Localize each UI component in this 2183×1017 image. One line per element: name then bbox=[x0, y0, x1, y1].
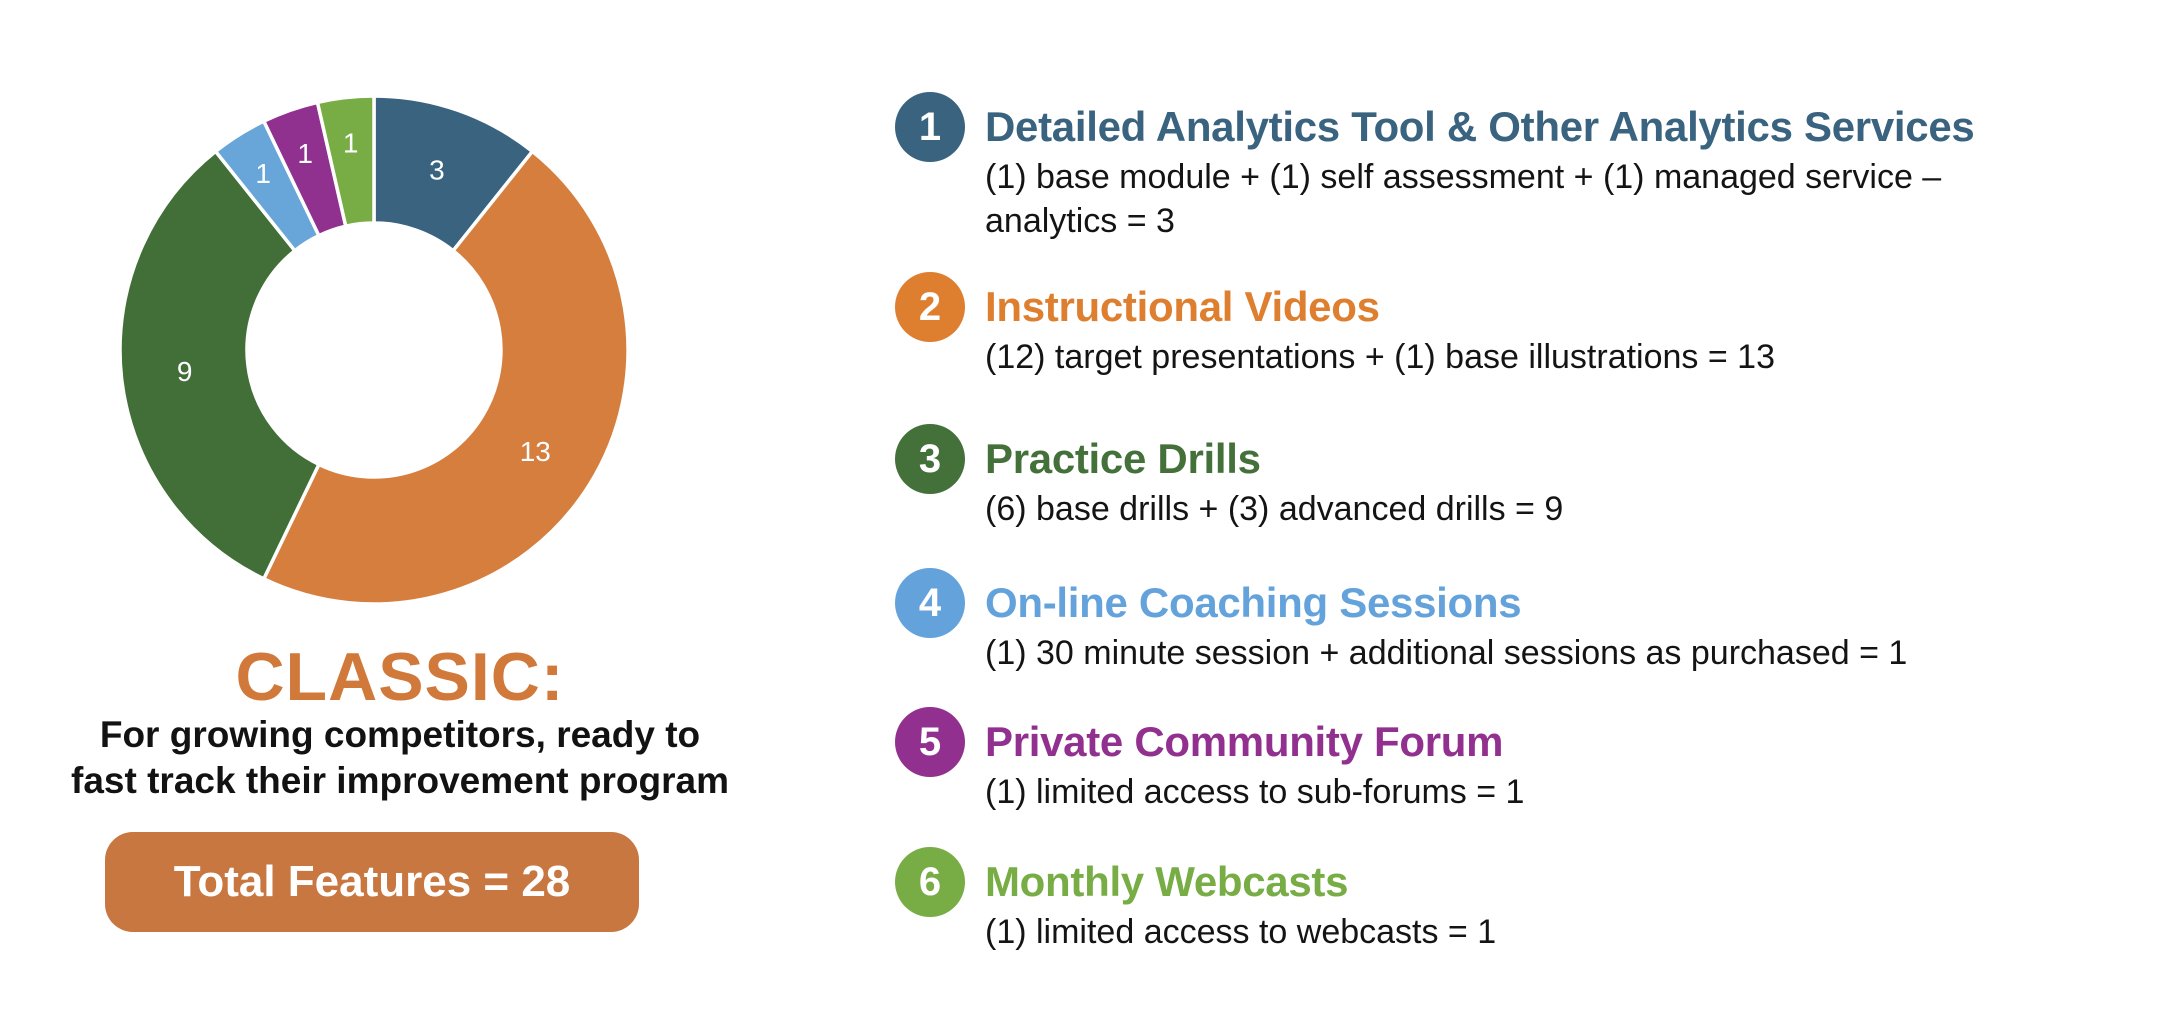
feature-text bbox=[985, 280, 1775, 379]
feature-number-badge: 1 bbox=[895, 92, 965, 162]
feature-number-badge: 3 bbox=[895, 424, 965, 494]
feature-text bbox=[985, 855, 1496, 954]
plan-title: CLASSIC: bbox=[235, 639, 565, 715]
feature-text bbox=[985, 432, 1563, 531]
feature-item-5 bbox=[895, 715, 1524, 814]
feature-title: Practice Drills bbox=[985, 435, 1261, 482]
feature-item-3 bbox=[895, 432, 1563, 531]
feature-text bbox=[985, 576, 1907, 675]
feature-body bbox=[985, 487, 1563, 531]
feature-body-line: (1) base module + (1) self assessment + (1) managed service – bbox=[985, 158, 1942, 196]
feature-body-line: (1) limited access to webcasts = 1 bbox=[985, 913, 1497, 951]
feature-body bbox=[985, 910, 1496, 954]
feature-number-badge: 2 bbox=[895, 272, 965, 342]
donut-chart bbox=[94, 70, 654, 630]
feature-body-line: (6) base drills + (3) advanced drills = 9 bbox=[985, 490, 1564, 528]
feature-body bbox=[985, 335, 1775, 379]
plan-description-line: fast track their improvement program bbox=[71, 760, 729, 801]
feature-item-2 bbox=[895, 280, 1775, 379]
donut-chart-container bbox=[94, 70, 654, 630]
feature-title: Instructional Videos bbox=[985, 283, 1380, 330]
feature-title: On-line Coaching Sessions bbox=[985, 579, 1522, 626]
plan-description-line: For growing competitors, ready to bbox=[99, 714, 701, 755]
feature-text bbox=[985, 715, 1524, 814]
donut-slice-label: 9 bbox=[176, 355, 193, 387]
total-features-badge: Total Features = 28 bbox=[105, 832, 639, 932]
feature-number-badge: 5 bbox=[895, 707, 965, 777]
donut-slice-label: 3 bbox=[429, 154, 445, 186]
feature-title: Detailed Analytics Tool & Other Analytics Services bbox=[985, 103, 1975, 150]
feature-body bbox=[985, 631, 1907, 675]
feature-title: Private Community Forum bbox=[985, 718, 1504, 765]
feature-title: Monthly Webcasts bbox=[985, 858, 1349, 905]
feature-number-badge: 4 bbox=[895, 568, 965, 638]
donut-slice-label: 1 bbox=[255, 158, 271, 190]
feature-text bbox=[985, 100, 1974, 243]
feature-item-4 bbox=[895, 576, 1907, 675]
feature-body bbox=[985, 155, 1974, 243]
feature-item-1 bbox=[895, 100, 1974, 243]
feature-item-6 bbox=[895, 855, 1496, 954]
feature-body bbox=[985, 770, 1524, 814]
feature-body-line: (12) target presentations + (1) base illustrations = 13 bbox=[985, 338, 1775, 376]
feature-number-badge: 6 bbox=[895, 847, 965, 917]
donut-slice-label: 1 bbox=[342, 127, 359, 159]
donut-slice-label: 1 bbox=[297, 137, 313, 169]
feature-body-line: (1) limited access to sub-forums = 1 bbox=[985, 773, 1525, 811]
donut-slice-label: 13 bbox=[519, 435, 551, 467]
plan-description bbox=[0, 712, 800, 804]
feature-body-line: (1) 30 minute session + additional sessions as purchased = 1 bbox=[985, 634, 1908, 672]
feature-body-line: analytics = 3 bbox=[985, 202, 1175, 240]
